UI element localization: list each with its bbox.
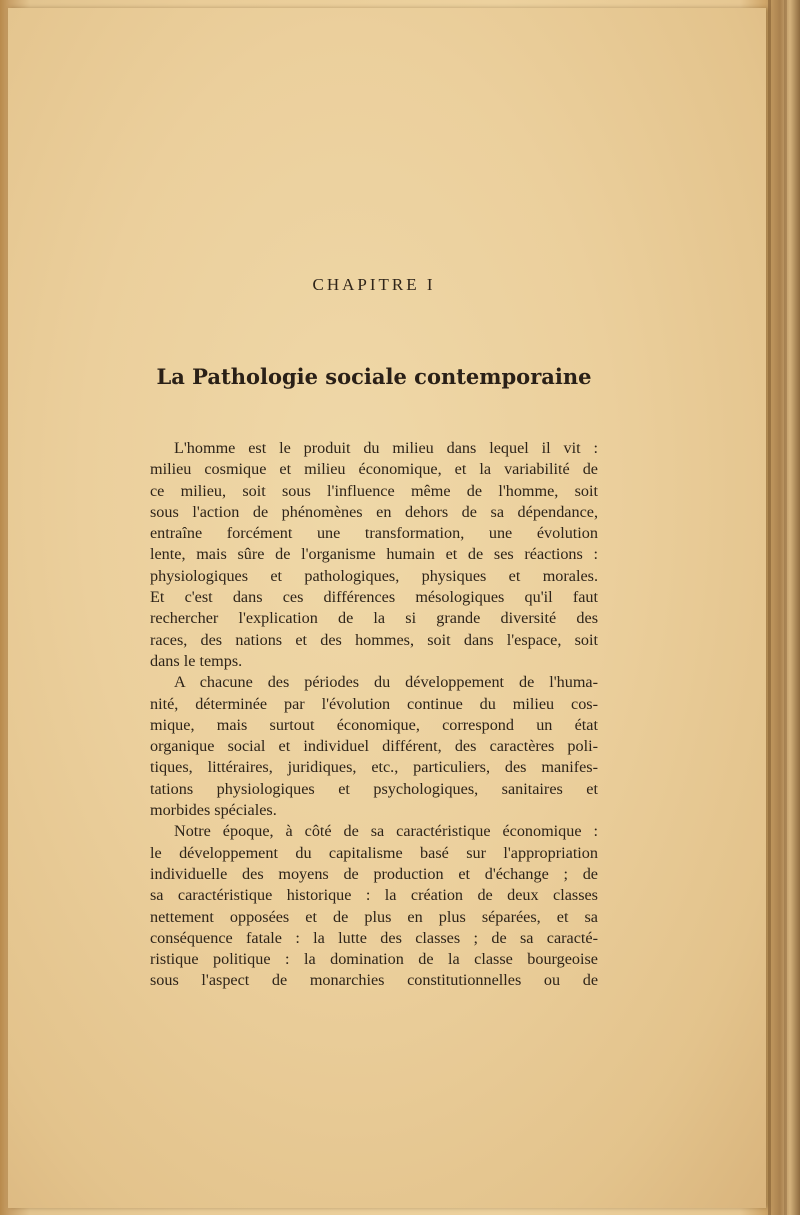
text-line: mique, mais surtout économique, correspond un état [150, 715, 598, 734]
text-line: sa caractéristique historique : la création de deux classes [150, 886, 598, 905]
text-line: races, des nations et des hommes, soit dans l'espace, soit [150, 630, 598, 649]
text-line: physiologiques et pathologiques, physiques et morales. [150, 566, 598, 585]
text-line: tiques, littéraires, juridiques, etc., particuliers, des manifes- [150, 758, 598, 777]
page-edge-shadow [768, 0, 771, 1215]
text-line: organique social et individuel différent, des caractères poli- [150, 737, 598, 756]
text-line: rechercher l'explication de la si grande diversité des [150, 609, 598, 628]
text-line: Et c'est dans ces différences mésologiques qu'il faut [150, 588, 598, 607]
text-line: sous l'action de phénomènes en dehors de sa dépendance, [150, 502, 598, 521]
text-line: entraîne forcément une transformation, une évolution [150, 524, 598, 543]
body-text [150, 438, 598, 992]
chapter-title: La Pathologie sociale contemporaine [156, 364, 592, 389]
text-line: le développement du capitalisme basé sur l'appropriation [150, 843, 598, 862]
text-line: milieu cosmique et milieu économique, et la variabilité de [150, 460, 598, 479]
text-line: individuelle des moyens de production et d'échange ; de [150, 864, 598, 883]
text-line: dans le temps. [150, 651, 243, 670]
text-line: tations physiologiques et psychologiques, sanitaires et [150, 779, 598, 798]
chapter-heading: CHAPITRE I [312, 275, 436, 294]
text-line: conséquence fatale : la lutte des classes ; de sa caracté- [150, 928, 598, 947]
text-line: L'homme est le produit du milieu dans lequel il vit : [174, 439, 598, 457]
text-line: Notre époque, à côté de sa caractéristique économique : [174, 822, 598, 841]
text-line: A chacune des périodes du développement de l'huma- [174, 673, 598, 692]
text-line: ristique politique : la domination de la classe bourgeoise [150, 950, 598, 969]
text-line: lente, mais sûre de l'organisme humain et de ses réactions : [150, 545, 598, 564]
page-edge-shadow-outer [784, 0, 787, 1215]
text-line: nité, déterminée par l'évolution continue du milieu cos- [150, 694, 598, 713]
text-line: sous l'aspect de monarchies constitutionnelles ou de [150, 971, 598, 990]
text-line: morbides spéciales. [150, 801, 277, 820]
text-line: ce milieu, soit sous l'influence même de l'homme, soit [150, 481, 598, 500]
text-line: nettement opposées et de plus en plus séparées, et sa [150, 907, 598, 926]
